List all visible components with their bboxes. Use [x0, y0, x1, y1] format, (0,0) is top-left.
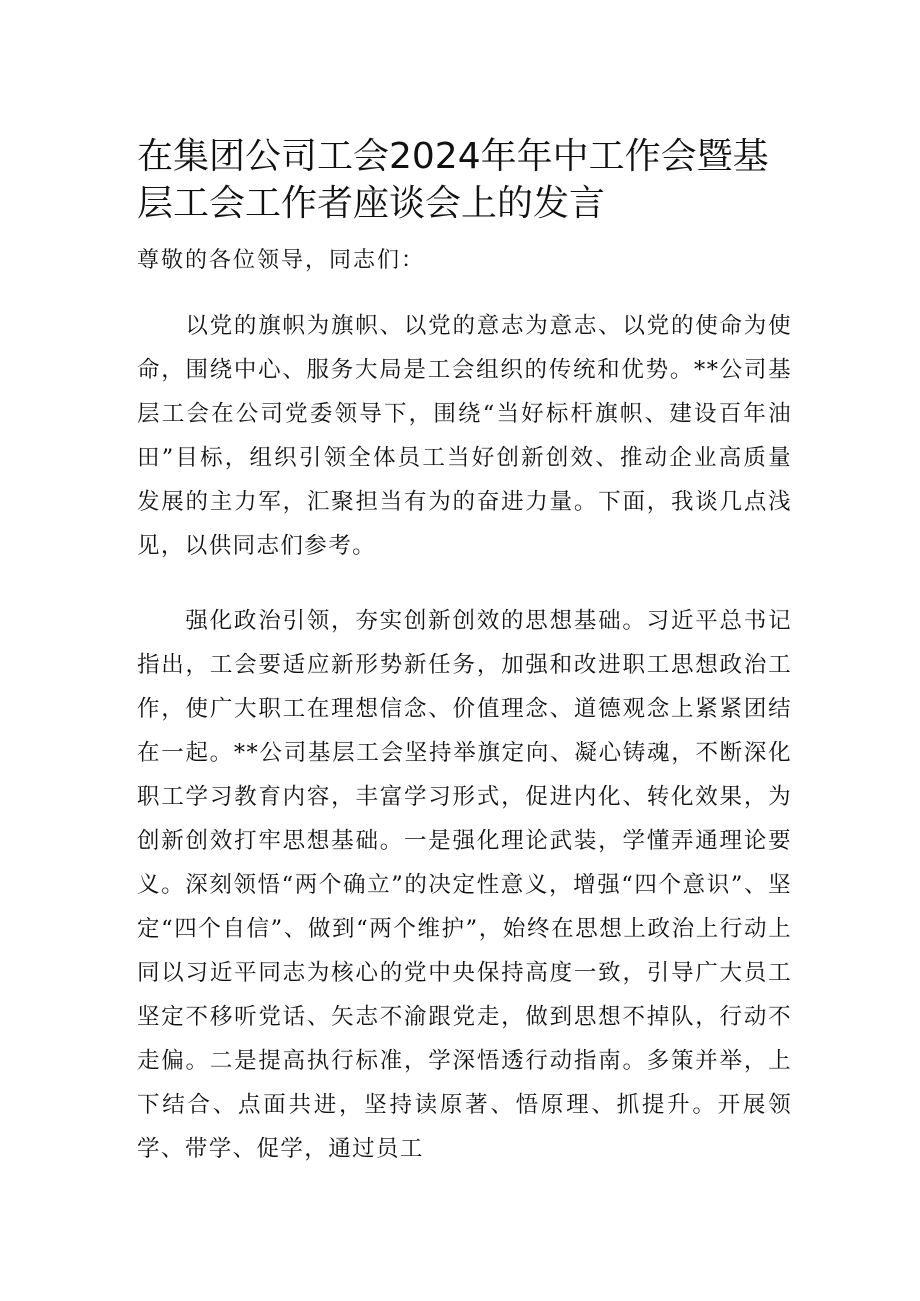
paragraph-intro: 以党的旗帜为旗帜、以党的意志为意志、以党的使命为使命，围绕中心、服务大局是工会组织的传统和优势。**公司基层工会在公司党委领导下，围绕“当好标杆旗帜、建设百年油田”目标，组织引领全体员工当好创新创效、推动企业高质量发展的主力军，汇聚担当有为的奋进力量。下面，我谈几点浅见，以供同志们参考。	[137, 313, 792, 559]
document-title: 在集团公司工会2024年年中工作会暨基层工会工作者座谈会上的发言	[137, 136, 769, 224]
paragraph-political-guidance: 强化政治引领，夯实创新创效的思想基础。习近平总书记指出，工会要适应新形势新任务，加强和改进职工思想政治工作，使广大职工在理想信念、价值理念、道德观念上紧紧团结在一起。**公司基层工会坚持举旗定向、凝心铸魂，不断深化职工学习教育内容，丰富学习形式，促进内化、转化效果，为创新创效打牢思想基础。一是强化理论武装，学懂弄通理论要义。深刻领悟“两个确立”的决定性意义，增强“四个意识”、坚定“四个自信”、做到“两个维护”，始终在思想上政治上行动上同以习近平同志为核心的党中央保持高度一致，引导广大员工坚定不移听党话、矢志不渝跟党走，做到思想不掉队，行动不走偏。二是提高执行标准，学深悟透行动指南。多策并举，上下结合、点面共进，坚持读原著、悟原理、抓提升。开展领学、带学、促学，通过员工	[137, 608, 792, 1162]
salutation: 尊敬的各位领导，同志们：	[137, 248, 426, 273]
